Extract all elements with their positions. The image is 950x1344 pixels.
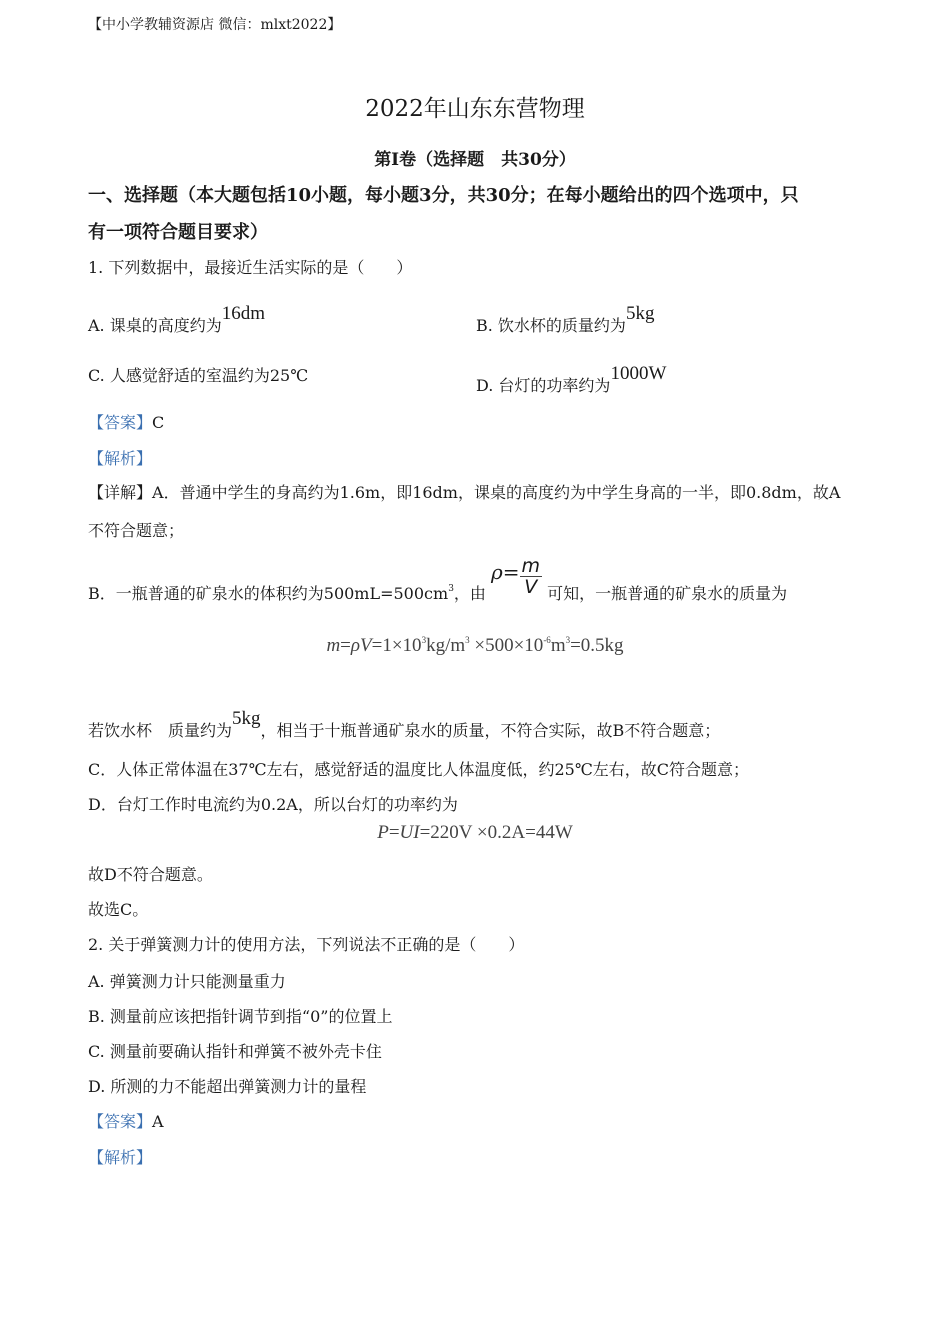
q1-option-b-text: B. 饮水杯的质量约为 [476,316,626,335]
eq2-p: P [377,822,389,843]
q2-stem: 2. 关于弹簧测力计的使用方法，下列说法不正确的是（ ） [88,935,525,954]
q1-option-a-text: A. 课桌的高度约为 [88,316,222,335]
q1-detail-d2: 故D不符合题意。 [88,865,213,884]
section-subtitle: 第Ⅰ卷（选择题 共30分） [374,150,576,170]
q1-option-b-value: 5kg [625,303,655,324]
detail-b2-pre: 若饮水杯 质量约为 [88,721,233,740]
header-note: 【中小学教辅资源店 微信：mlxt2022】 [88,17,342,33]
q1-detail-c: C．人体正常体温在37℃左右，感觉舒适的温度比人体温度低，约25℃左右，故C符合题意； [88,760,750,779]
eq2-equals: = [388,822,400,843]
q1-option-d-text: D. 台灯的功率约为 [476,376,611,395]
eq1-unit1: kg/m [426,635,466,656]
density-fraction [520,556,543,597]
eq1-exp4: 3 [565,635,571,645]
q1-detail-a-line2: 不符合题意； [88,521,185,540]
section-heading-line1: 一、选择题（本大题包括10小题，每小题3分，共30分；在每小题给出的四个选项中，只 [88,185,799,206]
detail-b-pre: B．一瓶普通的矿泉水的体积约为500mL=500cm [88,584,449,603]
q1-detail-d: D．台灯工作时电流约为0.2A，所以台灯的功率约为 [88,795,458,814]
q2-analysis-label: 【解析】 [88,1148,153,1167]
eq1-term2: ×500×10 [469,635,544,656]
eq1-rhov: ρV [350,635,372,656]
q1-option-d [476,363,666,396]
detail-b2-post: ，相当于十瓶普通矿泉水的质量，不符合实际，故B不符合题意； [260,721,721,740]
q2-option-b: B. 测量前应该把指针调节到指“0”的位置上 [88,1007,393,1026]
q1-detail-a [88,480,840,503]
q1-option-c: C. 人感觉舒适的室温约为25℃ [88,366,309,385]
q2-answer-label: 【答案】 [88,1112,153,1131]
q2-option-a: A. 弹簧测力计只能测量重力 [88,972,286,991]
eq1-unit2: m [550,635,566,656]
q1-answer [88,410,164,433]
q1-option-a [88,303,265,336]
eq1-equals: = [340,635,351,656]
q1-option-b [476,303,654,336]
eq1-m: m [326,635,341,656]
q2-answer-value: A [152,1112,164,1131]
eq1-term1: =1×10 [371,635,422,656]
page-title: 2022年山东东营物理 [365,96,585,122]
section-heading-line2: 有一项符合题目要求） [88,222,268,243]
detail-a-line1: A．普通中学生的身高约为1.6m，即16dm，课桌的高度约为中学生身高的一半，即0.8dm，故A [152,483,841,502]
eq2-result: =220V ×0.2A=44W [419,822,573,843]
q2-option-d: D. 所测的力不能超出弹簧测力计的量程 [88,1077,367,1096]
q2-answer [88,1109,164,1132]
q1-detail-b2 [88,708,720,741]
rho-formula: ρ= [491,560,520,584]
q1-option-a-value: 16dm [221,303,266,324]
answer-label: 【答案】 [88,413,153,432]
q1-stem: 1. 下列数据中，最接近生活实际的是（ ） [88,258,413,277]
detail-b2-value: 5kg [232,708,261,729]
q1-analysis-label: 【解析】 [88,449,153,468]
eq1-exp1: 3 [421,635,427,645]
eq1-exp3: -6 [543,635,551,645]
eq1-result: =0.5kg [570,635,624,656]
power-equation [0,822,950,844]
q1-option-d-value: 1000W [610,363,667,384]
mass-equation [0,635,950,657]
eq2-ui: UI [399,822,420,843]
fraction-numerator: m [521,555,541,577]
detail-b-post: 可知，一瓶普通的矿泉水的质量为 [547,584,788,603]
detail-b-mid: ，由 [453,584,486,603]
detail-label: 【详解】 [88,483,153,502]
fraction-denominator: V [524,576,538,598]
q2-option-c: C. 测量前要确认指针和弹簧不被外壳卡住 [88,1042,382,1061]
answer-value: C [152,413,165,432]
q1-conclusion: 故选C。 [88,900,149,919]
q1-detail-b [88,556,787,604]
eq1-exp2: 3 [465,635,470,645]
cm-exponent: 3 [448,584,454,594]
